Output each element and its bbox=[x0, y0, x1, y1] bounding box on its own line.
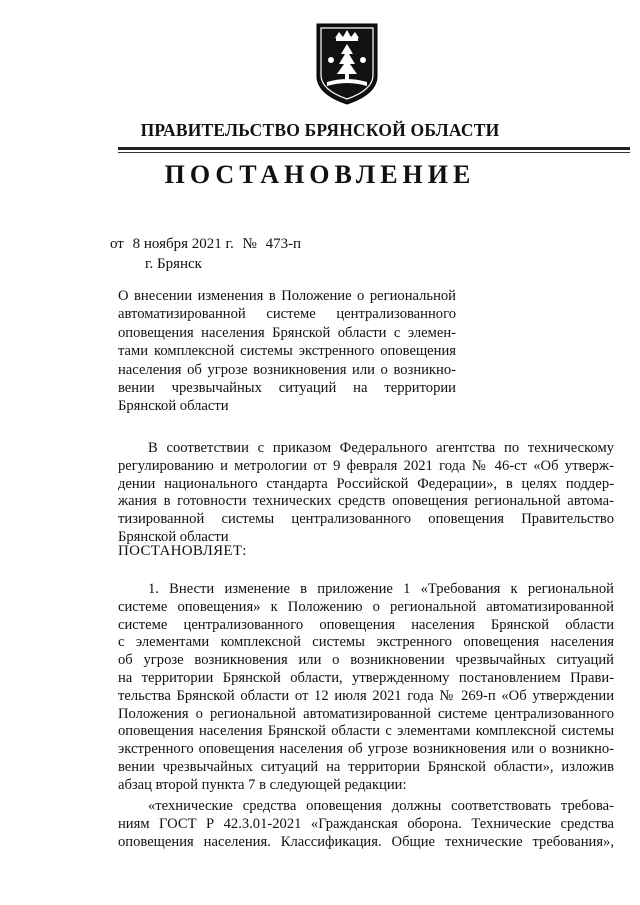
preamble-line: тизированной системы централизованного оповещения Правительство bbox=[118, 511, 614, 528]
number-sign: № bbox=[242, 236, 257, 252]
item-line: на территории Брянской области, утвержденному постановлением Прави- bbox=[118, 669, 614, 686]
preamble-line: В соответствии с приказом Федерального агентства по техническому bbox=[148, 440, 614, 456]
preamble-line: дении национального стандарта Российской Федерации», в целях поддер- bbox=[118, 475, 614, 492]
preamble-line: жания в готовности технических средств оповещения региональной автома- bbox=[118, 493, 614, 510]
document-type-title: ПОСТАНОВЛЕНИЕ bbox=[164, 160, 476, 189]
document-subject bbox=[118, 287, 456, 416]
quoted-text-paragraph bbox=[118, 798, 614, 851]
subject-line: автоматизированной системе централизованного bbox=[118, 306, 456, 323]
header-rule-thin bbox=[118, 152, 630, 153]
item-line: вении чрезвычайных ситуаций на территории Брянской области», изложив bbox=[118, 758, 614, 775]
document-date: 8 ноября 2021 г. bbox=[132, 236, 234, 252]
preamble-line: регулированию и метрологии от 9 февраля 2021 года № 46-ст «Об утверж- bbox=[118, 457, 614, 474]
document-number: 473-п bbox=[265, 236, 302, 252]
item-line: оповещения населения Брянской области с элементами комплексной системы bbox=[118, 723, 614, 740]
subject-line: населения об угрозе возникновения или о возникно- bbox=[118, 361, 456, 378]
quote-line: ниям ГОСТ Р 42.3.01-2021 «Гражданская оборона. Технические средства bbox=[118, 815, 614, 832]
item-1-paragraph bbox=[118, 581, 614, 795]
government-title: ПРАВИТЕЛЬСТВО БРЯНСКОЙ ОБЛАСТИ bbox=[140, 120, 500, 140]
preamble-line: Брянской области bbox=[118, 528, 229, 545]
item-line: системе оповещения» к Положению о региональной автоматизированной bbox=[118, 598, 614, 615]
decree-word: ПОСТАНОВЛЯЕТ: bbox=[118, 543, 247, 559]
subject-line: Брянской области bbox=[118, 398, 229, 415]
item-line: системе централизованного оповещения населения Брянской области bbox=[118, 616, 614, 633]
item-line: об угрозе возникновения или о возникновении чрезвычайных ситуаций bbox=[118, 652, 614, 669]
quote-line: оповещения населения. Классификация. Общие технические требования», bbox=[118, 833, 614, 850]
item-line: 1. Внести изменение в приложение 1 «Требования к региональной bbox=[148, 581, 614, 597]
document-city: г. Брянск bbox=[145, 256, 202, 272]
date-number-line bbox=[110, 236, 306, 253]
header-rule-thick bbox=[118, 147, 630, 150]
item-line: Положения о региональной автоматизированной системе централизованного bbox=[118, 705, 614, 722]
preamble-paragraph bbox=[118, 440, 614, 547]
subject-line: оповещения населения Брянской области с элемен- bbox=[118, 324, 456, 341]
item-line: экстренного оповещения населения об угрозе возникновения или о возникно- bbox=[118, 741, 614, 758]
item-line: тельства Брянской области от 12 июля 2021 года № 269-п «Об утверждении bbox=[118, 687, 614, 704]
subject-line: О внесении изменения в Положение о региональной bbox=[118, 288, 456, 304]
item-line: с элементами комплексной системы экстренного оповещения населения bbox=[118, 634, 614, 651]
from-label: от bbox=[110, 236, 124, 252]
quote-line: «технические средства оповещения должны соответствовать требова- bbox=[148, 798, 614, 814]
coat-of-arms-icon bbox=[313, 20, 381, 106]
subject-line: тами комплексной системы экстренного оповещения bbox=[118, 343, 456, 360]
subject-line: вении чрезвычайных ситуаций на территории bbox=[118, 379, 456, 396]
item-line: абзац второй пункта 7 в следующей редакции: bbox=[118, 776, 407, 793]
